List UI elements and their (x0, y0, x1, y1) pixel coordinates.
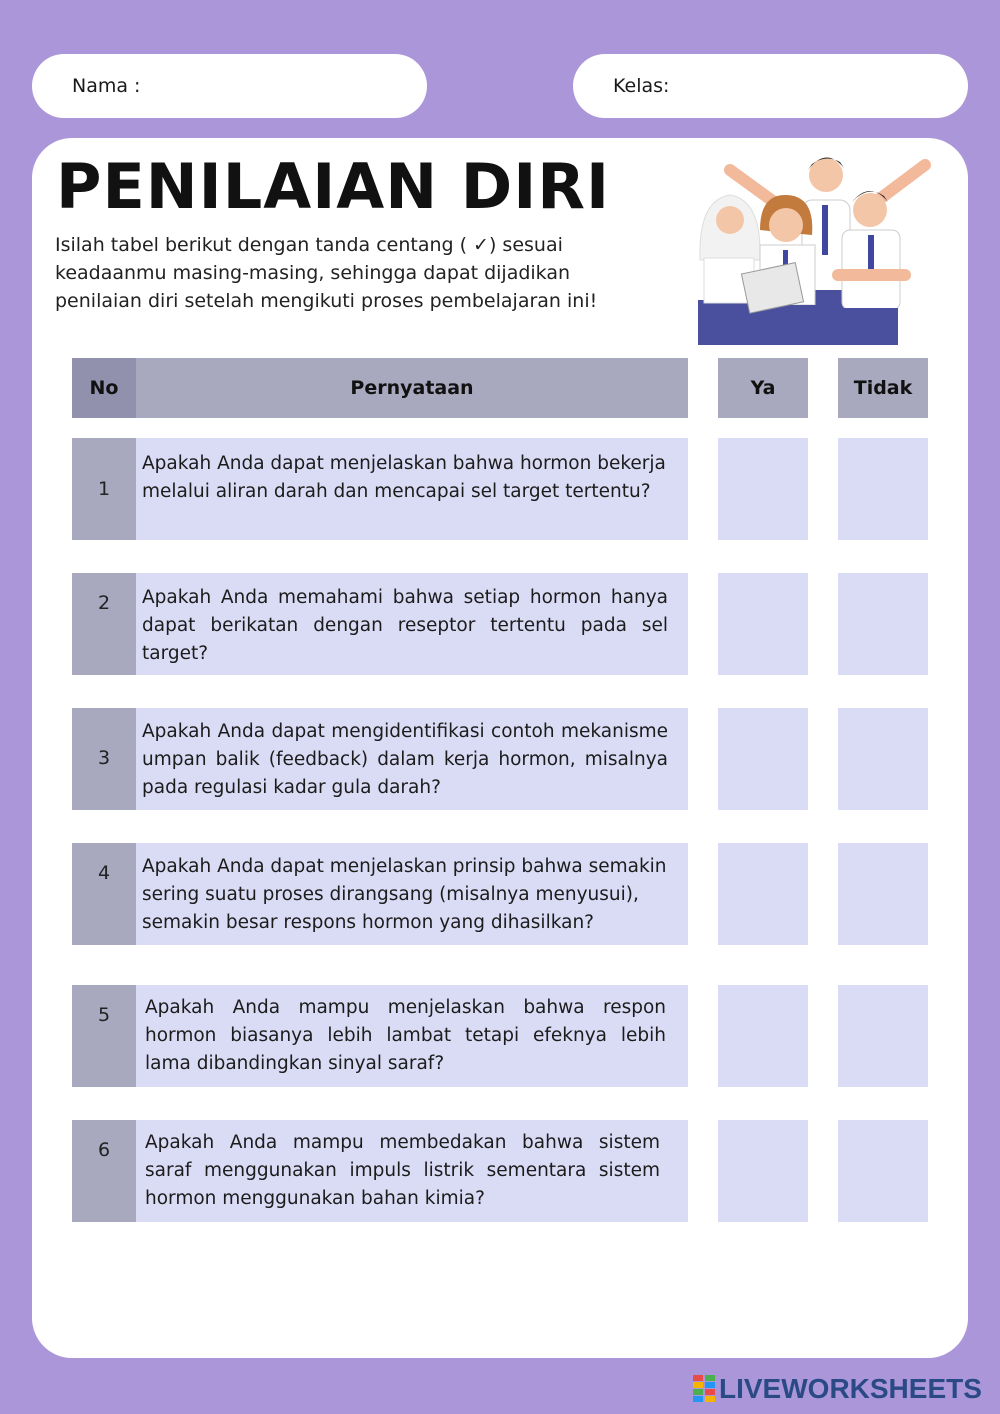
answer-yes-box[interactable] (718, 438, 808, 540)
row-statement: Apakah Anda dapat menjelaskan prinsip bahwa semakin sering suatu proses dirangsang (misalnya menyusui), semakin besar respons hormon yang dihasilkan? (136, 843, 688, 945)
brand-text: LIVEWORKSHEETS (719, 1373, 982, 1404)
answer-yes-box[interactable] (718, 985, 808, 1087)
row-number: 1 (72, 438, 136, 540)
row-statement: Apakah Anda memahami bahwa setiap hormon hanya dapat berikatan dengan reseptor tertentu pada sel target? (136, 573, 688, 675)
row-number: 6 (72, 1120, 136, 1222)
liveworksheets-logo-icon (693, 1375, 715, 1403)
answer-yes-box[interactable] (718, 573, 808, 675)
answer-no-box[interactable] (838, 1120, 928, 1222)
liveworksheets-logo (693, 1373, 982, 1405)
class-input[interactable] (679, 66, 940, 106)
row-statement: Apakah Anda dapat mengidentifikasi contoh mekanisme umpan balik (feedback) dalam kerja hormon, misalnya pada regulasi kadar gula darah? (136, 708, 688, 810)
class-label: Kelas: (613, 75, 670, 97)
name-input[interactable] (150, 66, 399, 106)
answer-yes-box[interactable] (718, 843, 808, 945)
answer-no-box[interactable] (838, 438, 928, 540)
instructions-text: Isilah tabel berikut dengan tanda centang ( ✓) sesuai keadaanmu masing-masing, sehingga dapat dijadikan penilaian diri setelah mengikuti proses pembelajaran ini! (55, 234, 598, 312)
row-statement: Apakah Anda dapat menjelaskan bahwa hormon bekerja melalui aliran darah dan mencapai sel target tertentu? (136, 438, 688, 540)
students-icon (690, 140, 940, 350)
header-statement: Pernyataan (136, 358, 688, 418)
header-no-answer: Tidak (838, 358, 928, 418)
class-field-container (573, 54, 968, 118)
page-title: PENILAIAN DIRI (56, 150, 611, 223)
row-number: 5 (72, 985, 136, 1087)
answer-yes-box[interactable] (718, 708, 808, 810)
answer-no-box[interactable] (838, 985, 928, 1087)
row-number: 4 (72, 843, 136, 945)
answer-yes-box[interactable] (718, 1120, 808, 1222)
answer-no-box[interactable] (838, 708, 928, 810)
row-number: 2 (72, 573, 136, 675)
answer-no-box[interactable] (838, 843, 928, 945)
header-no: No (72, 358, 136, 418)
row-number: 3 (72, 708, 136, 810)
header-yes: Ya (718, 358, 808, 418)
name-label: Nama : (72, 75, 141, 97)
name-field-container (32, 54, 427, 118)
row-statement: Apakah Anda mampu membedakan bahwa sistem saraf menggunakan impuls listrik sementara sistem hormon menggunakan bahan kimia? (136, 1120, 688, 1222)
answer-no-box[interactable] (838, 573, 928, 675)
row-statement: Apakah Anda mampu menjelaskan bahwa respon hormon biasanya lebih lambat tetapi efeknya lebih lama dibandingkan sinyal saraf? (136, 985, 688, 1087)
